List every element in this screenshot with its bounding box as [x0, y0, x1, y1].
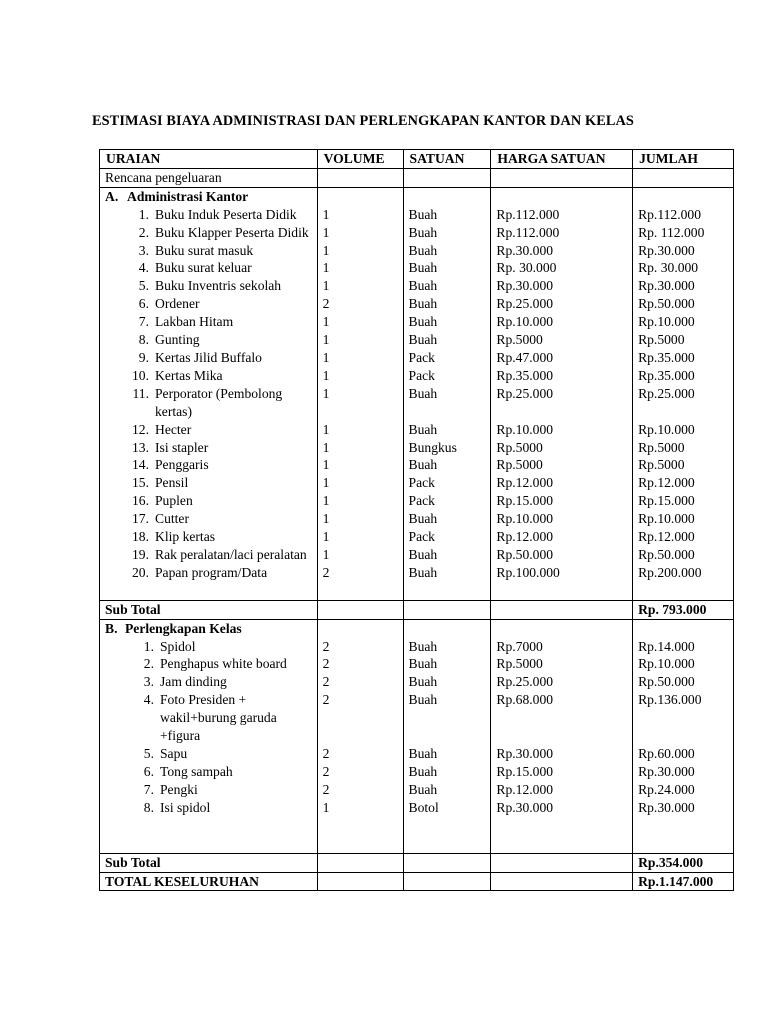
item-unit: Buah: [403, 763, 491, 781]
table-row: [100, 691, 734, 745]
item-number: 1.: [143, 638, 154, 654]
item-volume: 2: [317, 673, 403, 691]
table-row: [100, 546, 734, 564]
item-volume: 1: [317, 492, 403, 510]
item-description: [100, 367, 318, 385]
item-total: Rp.60.000: [633, 745, 734, 763]
table-row: [100, 745, 734, 763]
item-name: Pensil: [155, 475, 189, 491]
item-unit: Buah: [403, 456, 491, 474]
item-unit-price: Rp.12.000: [491, 474, 633, 492]
empty-cell: [491, 600, 633, 619]
item-name: Sapu: [160, 746, 188, 761]
item-description: [100, 763, 318, 781]
item-name: Perporator (Pembolong kertas): [155, 385, 283, 419]
item-name: Klip kertas: [155, 529, 216, 545]
item-number: 2.: [138, 224, 149, 240]
section-b-heading: [100, 619, 318, 637]
item-total: Rp.12.000: [633, 528, 734, 546]
section-a-heading: [100, 187, 318, 205]
item-volume: 1: [317, 349, 403, 367]
item-total: Rp.5000: [633, 456, 734, 474]
item-volume: 2: [317, 745, 403, 763]
item-volume: 1: [317, 474, 403, 492]
item-unit-price: Rp.12.000: [491, 781, 633, 799]
item-description: [100, 206, 318, 224]
item-total: Rp.5000: [633, 331, 734, 349]
item-name: Jam dinding: [160, 674, 227, 690]
item-total: Rp.5000: [633, 439, 734, 457]
item-name: Penggaris: [155, 457, 209, 473]
item-volume: 1: [317, 331, 403, 349]
section-a-heading-row: [100, 187, 734, 205]
item-volume: 1: [317, 799, 403, 817]
item-unit: Pack: [403, 528, 491, 546]
item-unit: Buah: [403, 259, 491, 277]
item-volume: 1: [317, 277, 403, 295]
spacer-row: [100, 582, 734, 601]
empty-cell: [491, 853, 633, 872]
grand-total-value: Rp.1.147.000: [633, 872, 734, 891]
item-description: [100, 331, 318, 349]
item-name: Lakban Hitam: [155, 314, 234, 330]
item-total: Rp.30.000: [633, 799, 734, 817]
item-description: [100, 673, 318, 691]
item-name: Spidol: [160, 638, 196, 654]
item-number: 4.: [138, 260, 149, 276]
header-row: [100, 150, 734, 169]
item-volume: 2: [317, 691, 403, 745]
item-volume: 1: [317, 367, 403, 385]
item-unit: Pack: [403, 367, 491, 385]
item-unit-price: Rp.100.000: [491, 564, 633, 582]
grand-total-row: [100, 872, 734, 891]
table-row: [100, 799, 734, 817]
item-total: Rp.14.000: [633, 638, 734, 656]
item-number: 19.: [132, 546, 149, 562]
item-name: Penghapus white board: [160, 656, 287, 672]
item-total: Rp.10.000: [633, 421, 734, 439]
item-volume: 1: [317, 421, 403, 439]
item-volume: 1: [317, 224, 403, 242]
header-uraian: URAIAN: [100, 150, 318, 169]
item-number: 10.: [132, 367, 149, 383]
subtotal-value: Rp. 793.000: [633, 600, 734, 619]
item-unit-price: Rp.30.000: [491, 745, 633, 763]
empty-cell: [317, 853, 403, 872]
item-total: Rp.10.000: [633, 510, 734, 528]
item-total: Rp.136.000: [633, 691, 734, 745]
item-unit-price: Rp.15.000: [491, 763, 633, 781]
item-unit-price: Rp.15.000: [491, 492, 633, 510]
item-unit-price: Rp.12.000: [491, 528, 633, 546]
empty-cell: [403, 872, 491, 891]
empty-cell: [317, 872, 403, 891]
item-unit: Buah: [403, 421, 491, 439]
table-row: [100, 349, 734, 367]
item-unit-price: Rp.47.000: [491, 349, 633, 367]
item-total: Rp.25.000: [633, 385, 734, 421]
item-description: [100, 474, 318, 492]
item-unit-price: Rp.5000: [491, 331, 633, 349]
item-total: Rp. 30.000: [633, 259, 734, 277]
item-unit: Buah: [403, 745, 491, 763]
item-volume: 1: [317, 456, 403, 474]
item-unit: Buah: [403, 224, 491, 242]
item-unit: Buah: [403, 206, 491, 224]
item-description: [100, 510, 318, 528]
item-unit: Buah: [403, 564, 491, 582]
table-row: [100, 439, 734, 457]
item-number: 4.: [143, 692, 154, 708]
item-volume: 1: [317, 546, 403, 564]
item-name: Isi spidol: [160, 799, 211, 815]
item-volume: 2: [317, 638, 403, 656]
item-description: [100, 638, 318, 656]
item-unit-price: Rp.112.000: [491, 206, 633, 224]
item-description: [100, 456, 318, 474]
item-number: 13.: [132, 439, 149, 455]
item-description: [100, 691, 318, 745]
table-row: [100, 673, 734, 691]
item-number: 11.: [132, 385, 149, 401]
item-unit-price: Rp. 30.000: [491, 259, 633, 277]
header-satuan: SATUAN: [403, 150, 491, 169]
table-row: [100, 242, 734, 260]
table-row: [100, 638, 734, 656]
item-total: Rp.24.000: [633, 781, 734, 799]
empty-cell: [403, 619, 491, 637]
empty-cell: [491, 872, 633, 891]
item-name: Hecter: [155, 421, 192, 437]
item-unit-price: Rp.10.000: [491, 421, 633, 439]
cost-estimate-table: [99, 149, 734, 891]
item-total: Rp.30.000: [633, 277, 734, 295]
item-unit: Bungkus: [403, 439, 491, 457]
item-volume: 2: [317, 781, 403, 799]
item-unit-price: Rp.30.000: [491, 277, 633, 295]
item-unit: Buah: [403, 781, 491, 799]
item-name: Tong sampah: [160, 763, 233, 779]
item-name: Buku Induk Peserta Didik: [155, 206, 297, 222]
item-unit: Buah: [403, 385, 491, 421]
item-description: [100, 224, 318, 242]
table-row: [100, 492, 734, 510]
item-name: Gunting: [155, 332, 200, 348]
item-unit: Pack: [403, 349, 491, 367]
table-row: [100, 331, 734, 349]
item-total: Rp.30.000: [633, 763, 734, 781]
item-volume: 1: [317, 528, 403, 546]
item-name: Isi stapler: [155, 439, 209, 455]
item-volume: 1: [317, 259, 403, 277]
item-volume: 1: [317, 510, 403, 528]
table-row: [100, 456, 734, 474]
item-name: Rak peralatan/laci peralatan: [155, 546, 307, 562]
item-number: 14.: [132, 457, 149, 473]
item-description: [100, 492, 318, 510]
item-total: Rp.50.000: [633, 673, 734, 691]
item-unit: Buah: [403, 655, 491, 673]
item-number: 3.: [143, 674, 154, 690]
item-volume: 2: [317, 564, 403, 582]
item-number: 20.: [132, 564, 149, 580]
section-b-marker: B.: [105, 620, 118, 636]
item-name: Ordener: [155, 296, 200, 312]
item-unit-price: Rp.5000: [491, 655, 633, 673]
item-name: Buku Klapper Peserta Didik: [155, 224, 309, 240]
item-description: [100, 421, 318, 439]
item-unit: Botol: [403, 799, 491, 817]
empty-cell: [317, 600, 403, 619]
item-unit: Buah: [403, 331, 491, 349]
item-total: Rp.50.000: [633, 546, 734, 564]
item-unit-price: Rp.5000: [491, 456, 633, 474]
item-description: [100, 295, 318, 313]
item-description: [100, 439, 318, 457]
table-row: [100, 474, 734, 492]
item-unit-price: Rp.7000: [491, 638, 633, 656]
item-number: 15.: [132, 475, 149, 491]
item-number: 16.: [132, 493, 149, 509]
table-row: [100, 421, 734, 439]
item-unit: Buah: [403, 673, 491, 691]
item-number: 5.: [138, 278, 149, 294]
item-total: Rp.200.000: [633, 564, 734, 582]
item-number: 12.: [132, 421, 149, 437]
item-total: Rp.10.000: [633, 655, 734, 673]
item-unit: Buah: [403, 691, 491, 745]
item-unit: Buah: [403, 510, 491, 528]
table-row: [100, 277, 734, 295]
header-harga-satuan: HARGA SATUAN: [491, 150, 633, 169]
item-number: 8.: [143, 799, 154, 815]
item-volume: 2: [317, 763, 403, 781]
item-description: [100, 799, 318, 817]
subtotal-label: Sub Total: [100, 600, 318, 619]
empty-cell: [403, 600, 491, 619]
item-total: Rp.112.000: [633, 206, 734, 224]
table-row: [100, 295, 734, 313]
item-number: 6.: [143, 763, 154, 779]
table-row: [100, 763, 734, 781]
item-unit-price: Rp.112.000: [491, 224, 633, 242]
item-description: [100, 564, 318, 582]
item-description: [100, 781, 318, 799]
item-unit-price: Rp.5000: [491, 439, 633, 457]
item-volume: 2: [317, 295, 403, 313]
item-total: Rp.10.000: [633, 313, 734, 331]
item-volume: 1: [317, 385, 403, 421]
item-name: Kertas Mika: [155, 367, 223, 383]
item-unit: Buah: [403, 295, 491, 313]
empty-cell: [403, 853, 491, 872]
item-volume: 1: [317, 313, 403, 331]
table-row: [100, 510, 734, 528]
item-unit-price: Rp.10.000: [491, 313, 633, 331]
header-volume: VOLUME: [317, 150, 403, 169]
item-name: Pengki: [160, 781, 198, 797]
subtotal-row: [100, 600, 734, 619]
item-unit: Buah: [403, 313, 491, 331]
item-name: Puplen: [155, 493, 193, 509]
subtotal-label: Sub Total: [100, 853, 318, 872]
item-number: 7.: [138, 314, 149, 330]
item-description: [100, 313, 318, 331]
item-name: Buku Inventris sekolah: [155, 278, 282, 294]
item-unit-price: Rp.68.000: [491, 691, 633, 745]
item-unit-price: Rp.25.000: [491, 673, 633, 691]
item-number: 18.: [132, 529, 149, 545]
item-name: Foto Presiden + wakil+burung garuda +figura: [160, 692, 277, 744]
item-unit: Buah: [403, 277, 491, 295]
item-description: [100, 385, 318, 421]
item-total: Rp.35.000: [633, 367, 734, 385]
item-number: 2.: [143, 656, 154, 672]
table-row: [100, 385, 734, 421]
item-unit-price: Rp.25.000: [491, 295, 633, 313]
item-description: [100, 528, 318, 546]
item-unit-price: Rp.30.000: [491, 242, 633, 260]
item-unit-price: Rp.25.000: [491, 385, 633, 421]
item-unit-price: Rp.30.000: [491, 799, 633, 817]
section-a-marker: A.: [105, 188, 119, 204]
item-unit: Buah: [403, 546, 491, 564]
item-description: [100, 546, 318, 564]
item-unit: Buah: [403, 242, 491, 260]
item-unit-price: Rp.35.000: [491, 367, 633, 385]
item-unit-price: Rp.50.000: [491, 546, 633, 564]
item-number: 7.: [143, 781, 154, 797]
item-number: 8.: [138, 332, 149, 348]
item-description: [100, 349, 318, 367]
table-row: [100, 206, 734, 224]
header-jumlah: JUMLAH: [633, 150, 734, 169]
empty-cell: [317, 619, 403, 637]
item-unit-price: Rp.10.000: [491, 510, 633, 528]
item-description: [100, 259, 318, 277]
item-volume: 1: [317, 206, 403, 224]
item-total: Rp.15.000: [633, 492, 734, 510]
item-number: 17.: [132, 511, 149, 527]
section-a-name: Administrasi Kantor: [127, 188, 249, 204]
item-name: Buku surat masuk: [155, 242, 254, 258]
item-description: [100, 277, 318, 295]
item-description: [100, 242, 318, 260]
table-row: [100, 564, 734, 582]
item-name: Kertas Jilid Buffalo: [155, 349, 262, 365]
empty-cell: [633, 619, 734, 637]
document-title: ESTIMASI BIAYA ADMINISTRASI DAN PERLENGKAPAN KANTOR DAN KELAS: [92, 113, 634, 129]
item-volume: 1: [317, 242, 403, 260]
item-name: Papan program/Data: [155, 564, 268, 580]
item-number: 1.: [138, 206, 149, 222]
item-volume: 1: [317, 439, 403, 457]
intro-label: Rencana pengeluaran: [100, 168, 318, 187]
section-b-heading-row: [100, 619, 734, 637]
item-total: Rp.30.000: [633, 242, 734, 260]
section-b-name: Perlengkapan Kelas: [125, 620, 242, 636]
item-unit: Pack: [403, 492, 491, 510]
table-row: [100, 655, 734, 673]
item-name: Buku surat keluar: [155, 260, 252, 276]
item-volume: 2: [317, 655, 403, 673]
table-row: [100, 313, 734, 331]
item-number: 6.: [138, 296, 149, 312]
table-row: [100, 224, 734, 242]
item-total: Rp.12.000: [633, 474, 734, 492]
intro-row: [100, 168, 734, 187]
table-row: [100, 781, 734, 799]
item-total: Rp. 112.000: [633, 224, 734, 242]
spacer-row: [100, 817, 734, 854]
empty-cell: [491, 619, 633, 637]
item-number: 3.: [138, 242, 149, 258]
item-number: 9.: [138, 349, 149, 365]
table-row: [100, 528, 734, 546]
table-row: [100, 259, 734, 277]
item-unit: Buah: [403, 638, 491, 656]
item-total: Rp.35.000: [633, 349, 734, 367]
item-total: Rp.50.000: [633, 295, 734, 313]
item-description: [100, 655, 318, 673]
grand-total-label: TOTAL KESELURUHAN: [100, 872, 318, 891]
table-row: [100, 367, 734, 385]
item-number: 5.: [143, 746, 154, 761]
subtotal-value: Rp.354.000: [633, 853, 734, 872]
subtotal-row: [100, 853, 734, 872]
item-unit: Pack: [403, 474, 491, 492]
item-name: Cutter: [155, 511, 189, 527]
item-description: [100, 745, 318, 763]
